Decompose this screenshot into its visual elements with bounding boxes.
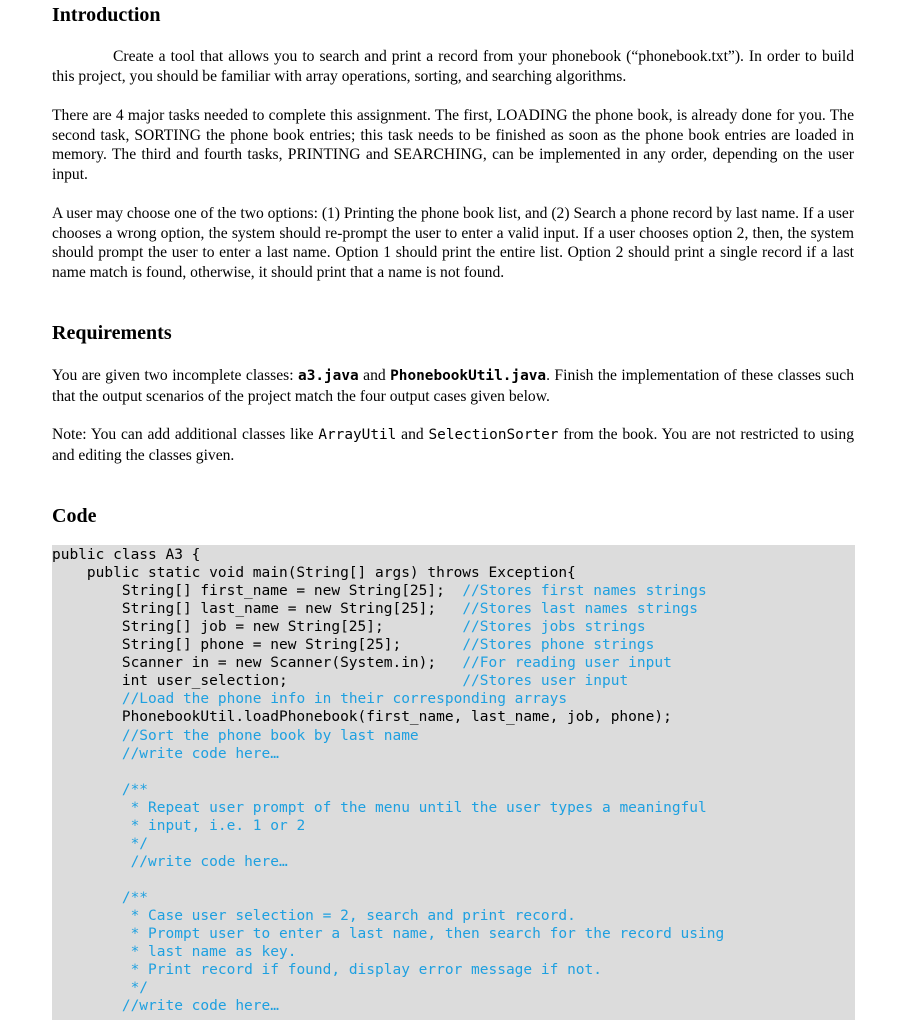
code-text bbox=[52, 836, 131, 852]
code-comment: * input, i.e. 1 or 2 bbox=[130, 817, 306, 834]
code-line bbox=[52, 600, 698, 618]
req-text-b: and bbox=[358, 367, 391, 384]
code-line bbox=[52, 636, 654, 654]
code-comment: */ bbox=[130, 980, 149, 997]
code-line bbox=[52, 799, 707, 817]
code-line bbox=[52, 979, 148, 997]
code-comment: //write code here… bbox=[121, 998, 279, 1015]
code-line bbox=[52, 564, 576, 582]
code-text bbox=[52, 980, 131, 996]
code-line bbox=[52, 943, 296, 961]
code-comment: */ bbox=[130, 835, 149, 852]
code-text: String[] phone = new String[25]; bbox=[52, 637, 463, 654]
code-text: public class A3 { bbox=[52, 547, 201, 563]
code-line bbox=[52, 546, 200, 564]
code-block bbox=[52, 545, 855, 1020]
code-line bbox=[52, 853, 288, 871]
code-text bbox=[52, 800, 131, 816]
code-line bbox=[52, 961, 602, 979]
introduction-heading: Introduction bbox=[52, 4, 161, 26]
code-comment: /** bbox=[121, 781, 149, 798]
code-text bbox=[52, 691, 122, 707]
code-heading: Code bbox=[52, 505, 97, 527]
intro-paragraph-3: A user may choose one of the two options: (1) Printing the phone book list, and (2) Search a phone record by last name. If a user chooses a wrong option, the system should re-prompt the user to enter a valid input. If a user chooses option 2, then, the system should prompt the user to enter a last name. Option 1 should print the entire list. Option 2 should print a single record if a last name match is found, otherwise, it should print that a name is not found. bbox=[52, 205, 855, 281]
code-text bbox=[52, 728, 122, 744]
code-text: String[] last_name = new String[25]; bbox=[52, 601, 463, 618]
code-comment: * Prompt user to enter a last name, then search for the record using bbox=[130, 926, 725, 943]
code-line bbox=[52, 727, 419, 745]
code-comment: * last name as key. bbox=[130, 944, 297, 961]
req-text-c: . Finish the implementation of these classes such that the output scenarios of the project match the four output cases given below. bbox=[52, 367, 855, 405]
code-comment: /** bbox=[121, 889, 149, 906]
intro-paragraph-1: Create a tool that allows you to search and print a record from your phonebook (“phonebook.txt”). In order to build this project, you should be familiar with array operations, sorting, and searching algorithms. bbox=[52, 48, 854, 85]
code-line bbox=[52, 907, 576, 925]
code-text bbox=[52, 746, 122, 762]
code-line bbox=[52, 835, 148, 853]
intro-paragraph-2: There are 4 major tasks needed to complete this assignment. The first, LOADING the phone book, is already done for you. The second task, SORTING the phone book entries; this task needs to be finished as soon as the phone book entries are loaded in memory. The third and fourth tasks, PRINTING and SEARCHING, can be implemented in any order, depending on the user input. bbox=[52, 107, 854, 183]
code-text bbox=[52, 998, 122, 1014]
code-comment: //Load the phone info in their corresponding arrays bbox=[121, 691, 568, 708]
code-line bbox=[52, 582, 707, 600]
code-text: int user_selection; bbox=[52, 673, 463, 690]
code-comment: * Print record if found, display error message if not. bbox=[130, 962, 602, 979]
code-comment: //Stores last names strings bbox=[462, 601, 699, 618]
code-line bbox=[52, 672, 628, 690]
code-text: PhonebookUtil.loadPhonebook(first_name, last_name, job, phone); bbox=[52, 709, 672, 726]
code-text: String[] first_name = new String[25]; bbox=[52, 583, 463, 600]
code-comment: //For reading user input bbox=[462, 655, 672, 672]
code-comment: //write code here… bbox=[130, 853, 288, 870]
code-comment: //Stores first names strings bbox=[462, 583, 707, 600]
code-text bbox=[52, 962, 131, 978]
class-name-a3: a3.java bbox=[298, 368, 359, 384]
code-line bbox=[52, 690, 567, 708]
code-text bbox=[52, 890, 122, 906]
requirements-heading: Requirements bbox=[52, 322, 172, 344]
code-text bbox=[52, 854, 131, 870]
code-text bbox=[52, 926, 131, 942]
code-comment: //Stores user input bbox=[462, 673, 629, 690]
code-comment: //Stores jobs strings bbox=[462, 619, 646, 636]
code-comment: * Repeat user prompt of the menu until the user types a meaningful bbox=[130, 799, 707, 816]
class-name-arrayutil: ArrayUtil bbox=[318, 427, 397, 443]
code-text bbox=[52, 782, 122, 798]
code-comment: //Stores phone strings bbox=[462, 637, 655, 654]
code-line bbox=[52, 618, 646, 636]
code-text bbox=[52, 944, 131, 960]
class-name-phonebookutil: PhonebookUtil.java bbox=[390, 368, 547, 384]
code-text: Scanner in = new Scanner(System.in); bbox=[52, 655, 463, 672]
requirements-note bbox=[52, 425, 854, 465]
code-comment: //Sort the phone book by last name bbox=[121, 727, 419, 744]
note-text-c: from the book. You are not restricted to using and editing the classes given. bbox=[52, 426, 854, 464]
code-text bbox=[52, 818, 131, 834]
code-line bbox=[52, 708, 672, 726]
class-name-selectionsorter: SelectionSorter bbox=[428, 427, 559, 443]
note-text-a: Note: You can add additional classes like bbox=[52, 426, 319, 443]
code-text: public static void main(String[] args) throws Exception{ bbox=[52, 565, 576, 582]
requirements-paragraph-1 bbox=[52, 366, 854, 406]
code-text bbox=[52, 908, 131, 924]
code-line bbox=[52, 997, 279, 1015]
code-line bbox=[52, 781, 148, 799]
code-comment: * Case user selection = 2, search and print record. bbox=[130, 908, 576, 924]
req-text-a: You are given two incomplete classes: bbox=[52, 367, 299, 384]
code-text: String[] job = new String[25]; bbox=[52, 619, 463, 636]
code-line bbox=[52, 925, 724, 943]
code-line bbox=[52, 817, 305, 835]
code-line bbox=[52, 889, 148, 907]
note-text-b: and bbox=[396, 426, 429, 443]
code-line bbox=[52, 745, 279, 763]
code-line bbox=[52, 654, 672, 672]
code-comment: //write code here… bbox=[121, 745, 279, 762]
